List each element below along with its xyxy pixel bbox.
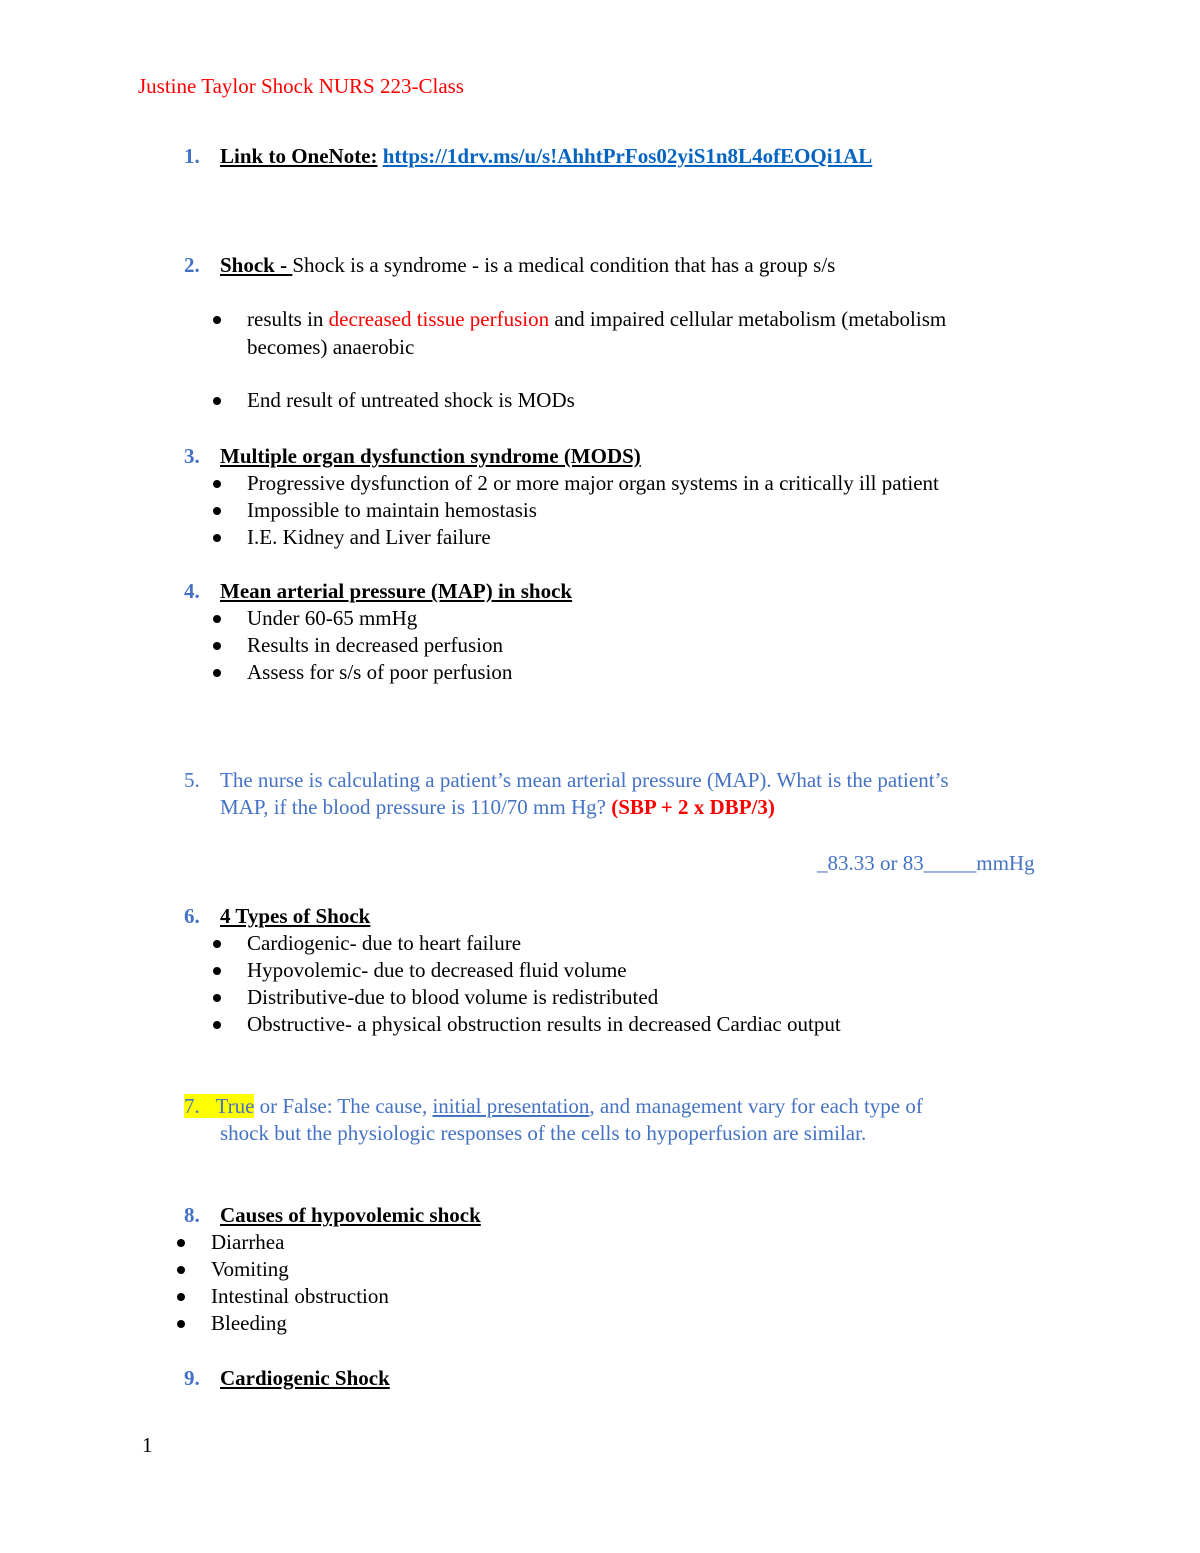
map-formula: (SBP + 2 x DBP/3): [611, 795, 775, 819]
list-item: Vomiting: [211, 1257, 289, 1281]
shock-bullet-1: [247, 306, 946, 333]
list-item: Intestinal obstruction: [211, 1284, 389, 1308]
page-number: 1: [142, 1433, 153, 1457]
bullet-icon: [177, 1239, 185, 1247]
list-item: Bleeding: [211, 1311, 287, 1335]
text-span: , and management vary for each type of: [589, 1094, 923, 1118]
list-item: Diarrhea: [211, 1230, 285, 1254]
bullet-icon: [177, 1266, 185, 1274]
item-number-1: 1.: [184, 144, 200, 168]
true-false-question: [184, 1093, 923, 1120]
bullet-icon: [213, 615, 221, 623]
true-false-line2: shock but the physiologic responses of the cells to hypoperfusion are similar.: [220, 1121, 867, 1145]
highlight-red-text: decreased tissue perfusion: [328, 307, 550, 331]
list-item: Impossible to maintain hemostasis: [247, 498, 537, 522]
bullet-icon: [213, 994, 221, 1002]
bullet-icon: [177, 1293, 185, 1301]
bullet-icon: [213, 940, 221, 948]
text-span: and impaired cellular metabolism (metabolism: [549, 307, 947, 331]
onenote-link-label: Link to OneNote:: [220, 144, 378, 168]
bullet-icon: [213, 316, 221, 324]
list-item: Progressive dysfunction of 2 or more major organ systems in a critically ill patient: [247, 471, 939, 495]
list-item: Cardiogenic- due to heart failure: [247, 931, 522, 955]
bullet-icon: [213, 397, 221, 405]
document-title: Justine Taylor Shock NURS 223-Class: [138, 74, 464, 98]
shock-definition: [220, 252, 835, 279]
onenote-link[interactable]: https://1drv.ms/u/s!AhhtPrFos02yiS1n8L4ofEOQi1AL: [382, 144, 873, 168]
list-item: I.E. Kidney and Liver failure: [247, 525, 491, 549]
item-number-7: 7.: [184, 1094, 200, 1118]
underlined-text: initial presentation: [432, 1094, 590, 1118]
list-item: Under 60-65 mmHg: [247, 606, 418, 630]
bullet-icon: [213, 669, 221, 677]
shock-bullet-2: End result of untreated shock is MODs: [247, 388, 575, 412]
onenote-link-row: [220, 143, 872, 170]
bullet-icon: [213, 1021, 221, 1029]
item-number-5: 5.: [184, 768, 200, 792]
map-question-line2: [220, 794, 775, 821]
item-number-2: 2.: [184, 253, 200, 277]
list-item: Assess for s/s of poor perfusion: [247, 660, 513, 684]
types-heading: 4 Types of Shock: [220, 904, 371, 928]
item-number-3: 3.: [184, 444, 200, 468]
item-number-6: 6.: [184, 904, 200, 928]
item-number-4: 4.: [184, 579, 200, 603]
map-answer: _83.33 or 83_____mmHg: [817, 851, 1035, 875]
text-span: or False: The cause,: [254, 1094, 433, 1118]
mods-heading: Multiple organ dysfunction syndrome (MODS): [220, 444, 641, 468]
item-number-9: 9.: [184, 1366, 200, 1390]
bullet-icon: [213, 534, 221, 542]
hypovolemic-heading: Causes of hypovolemic shock: [220, 1203, 481, 1227]
map-question-line1: The nurse is calculating a patient’s mean arterial pressure (MAP). What is the patient’s: [220, 768, 949, 792]
text-span: results in: [247, 307, 329, 331]
map-heading: Mean arterial pressure (MAP) in shock: [220, 579, 573, 603]
shock-heading: Shock -: [220, 253, 293, 277]
shock-text: Shock is a syndrome - is a medical condition that has a group s/s: [292, 253, 836, 277]
list-item: Hypovolemic- due to decreased fluid volume: [247, 958, 627, 982]
shock-bullet-1-line2: becomes) anaerobic: [247, 335, 415, 359]
bullet-icon: [213, 642, 221, 650]
list-item: Results in decreased perfusion: [247, 633, 504, 657]
list-item: Obstructive- a physical obstruction results in decreased Cardiac output: [247, 1012, 841, 1036]
highlight-gap: [200, 1094, 216, 1118]
bullet-icon: [177, 1320, 185, 1328]
item-number-8: 8.: [184, 1203, 200, 1227]
bullet-icon: [213, 507, 221, 515]
bullet-icon: [213, 967, 221, 975]
bullet-icon: [213, 480, 221, 488]
true-answer: True: [215, 1094, 255, 1118]
list-item: Distributive-due to blood volume is redistributed: [247, 985, 659, 1009]
text-span: MAP, if the blood pressure is 110/70 mm Hg?: [220, 795, 612, 819]
cardiogenic-heading: Cardiogenic Shock: [220, 1366, 390, 1390]
